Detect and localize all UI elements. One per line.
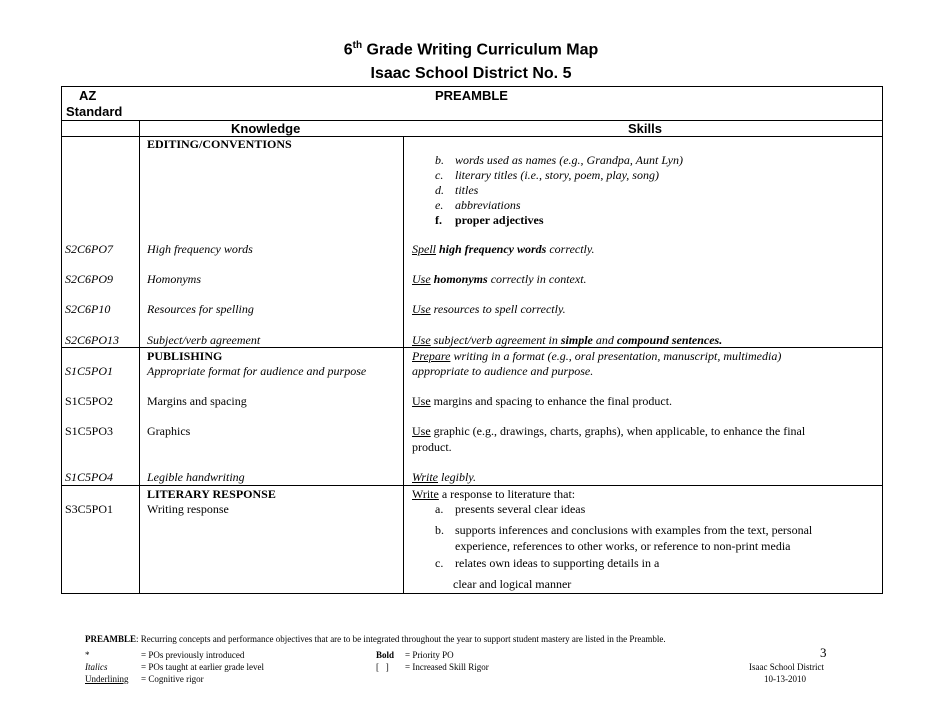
literary-list-item: a. presents several clear ideas	[435, 502, 586, 516]
knowledge-cell: High frequency words	[147, 242, 253, 256]
publishing-heading: PUBLISHING	[147, 349, 223, 363]
legend-key: *	[85, 650, 90, 660]
knowledge-heading: Knowledge	[231, 121, 301, 136]
table-border-right	[882, 86, 883, 594]
row-divider-header	[61, 120, 883, 121]
standard-code: S3C5PO1	[65, 502, 114, 516]
standard-code: S1C5PO4	[65, 470, 113, 484]
editing-list-item: e. abbreviations	[435, 198, 521, 212]
footer-district: Isaac School District	[749, 662, 824, 672]
editing-list-item: f. proper adjectives	[435, 213, 544, 227]
skill-cell: Use graphic (e.g., drawings, charts, graphs), when applicable, to enhance the final	[412, 424, 806, 438]
footer-date: 10-13-2010	[764, 674, 806, 684]
skill-cell: Prepare writing in a format (e.g., oral presentation, manuscript, multimedia)	[412, 349, 782, 363]
skill-cell: Write a response to literature that:	[412, 487, 576, 501]
knowledge-cell: Homonyms	[147, 272, 201, 286]
footer-preamble: PREAMBLE: Recurring concepts and performance objectives that are to be integrated throughout the year to support student mastery are listed in the Preamble.	[85, 634, 666, 644]
column-divider-az	[139, 120, 140, 594]
table-border-top	[61, 86, 883, 87]
skill-cell: Use margins and spacing to enhance the final product.	[412, 394, 673, 408]
title-grade: 6	[343, 41, 353, 59]
table-border-bottom	[61, 593, 883, 594]
column-divider-skills	[403, 136, 404, 594]
editing-list-item: d. titles	[435, 183, 479, 197]
skill-cell: Use resources to spell correctly.	[412, 302, 566, 316]
preamble-heading: PREAMBLE	[435, 88, 508, 103]
editing-list-item: b. words used as names (e.g., Grandpa, Aunt Lyn)	[435, 153, 683, 167]
legend-value: = Priority PO	[405, 650, 454, 660]
standard-code: S2C6PO7	[65, 242, 113, 256]
knowledge-cell: Graphics	[147, 424, 191, 438]
legend-key: Italics	[85, 662, 108, 672]
knowledge-cell: Writing response	[147, 502, 229, 516]
knowledge-cell: Margins and spacing	[147, 394, 247, 408]
literary-list-item-continued: experience, references to other works, or reference to non-print media	[455, 539, 791, 553]
legend-key: [ ]	[376, 662, 389, 672]
skill-cell: Spell high frequency words correctly.	[412, 242, 595, 256]
skill-cell: Use homonyms correctly in context.	[412, 272, 587, 286]
knowledge-cell: Legible handwriting	[147, 470, 245, 484]
legend-key: Bold	[376, 650, 395, 660]
standard-code: S2C6PO9	[65, 272, 113, 286]
skills-heading: Skills	[628, 121, 662, 136]
literary-list-item: b. supports inferences and conclusions with examples from the text, personal	[435, 523, 813, 537]
legend-key: Underlining	[85, 674, 129, 684]
standard-code: S1C5PO1	[65, 364, 113, 378]
skill-cell-continued: appropriate to audience and purpose.	[412, 364, 594, 378]
knowledge-cell: Resources for spelling	[147, 302, 254, 316]
standard-code: S1C5PO2	[65, 394, 114, 408]
standard-label: Standard	[66, 104, 123, 119]
legend-value: = POs taught at earlier grade level	[141, 662, 265, 672]
legend-value: = Cognitive rigor	[141, 674, 204, 684]
document-subtitle: Isaac School District No. 5	[370, 65, 572, 82]
knowledge-cell: Subject/verb agreement	[147, 333, 261, 347]
page-number: 3	[820, 645, 827, 660]
editing-list-item: c. literary titles (i.e., story, poem, play, song)	[435, 168, 659, 182]
table-border-left	[61, 86, 62, 594]
literary-list-item: c. relates own ideas to supporting details in a	[435, 556, 660, 570]
literary-tail: clear and logical manner	[453, 577, 572, 591]
title-text: Grade Writing Curriculum Map	[362, 41, 599, 59]
skill-cell-continued: product.	[412, 440, 452, 454]
standard-code: S2C6P10	[65, 302, 111, 316]
literary-heading: LITERARY RESPONSE	[147, 487, 276, 501]
row-divider-literary	[61, 485, 883, 486]
document-title	[0, 40, 942, 59]
skill-cell: Use subject/verb agreement in simple and compound sentences.	[412, 333, 723, 347]
knowledge-cell: Appropriate format for audience and purpose	[147, 364, 367, 378]
standard-code: S2C6PO13	[65, 333, 119, 347]
title-sup: th	[352, 40, 363, 51]
standard-code: S1C5PO3	[65, 424, 114, 438]
legend-value: = Increased Skill Rigor	[405, 662, 489, 672]
skill-cell: Write legibly.	[412, 470, 476, 484]
az-label: AZ	[79, 88, 97, 103]
legend-value: = POs previously introduced	[141, 650, 245, 660]
editing-heading: EDITING/CONVENTIONS	[147, 137, 292, 151]
